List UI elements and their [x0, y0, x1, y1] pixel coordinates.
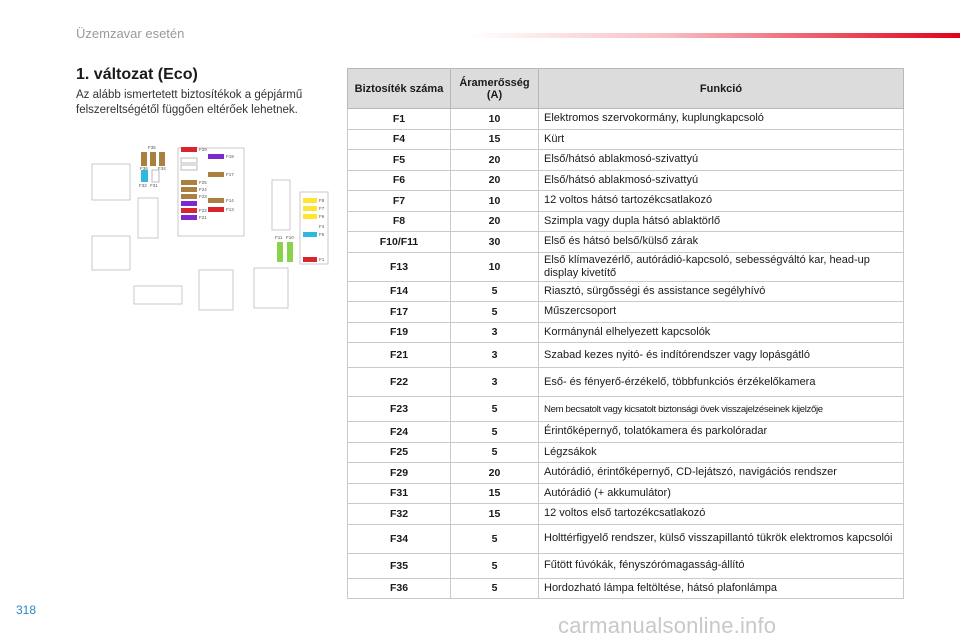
fuse-amperage: 5	[451, 397, 539, 422]
table-row	[348, 578, 904, 599]
fuse-id: F25	[348, 442, 451, 463]
fuse-function: Első és hátsó belső/külső zárak	[539, 232, 904, 253]
diagram-label: F25	[199, 180, 207, 185]
diagram-label: F22	[199, 208, 207, 213]
watermark: carmanualsonline.info	[558, 613, 777, 638]
fuse-id: F10/F11	[348, 232, 451, 253]
diagram-label: F6	[319, 214, 325, 219]
diagram-label: F21	[199, 215, 207, 220]
fuse-id: F35	[348, 553, 451, 578]
fuse-amperage: 15	[451, 504, 539, 525]
fuse-id: F6	[348, 170, 451, 191]
fuse-id: F32	[348, 504, 451, 525]
diagram-label: F19	[226, 154, 234, 159]
header-accent-bar	[470, 33, 960, 38]
fuse-function: Műszercsoport	[539, 302, 904, 323]
fuse-function: Hordozható lámpa feltöltése, hátsó plafonlámpa	[539, 578, 904, 599]
fuse-function: Első klímavezérlő, autórádió-kapcsoló, sebességváltó kar, head-up display kivetítő	[539, 252, 904, 281]
fuse-id: F17	[348, 302, 451, 323]
fuse-table	[347, 68, 904, 599]
fuse-amperage: 5	[451, 302, 539, 323]
fuse-id: F24	[348, 422, 451, 443]
fuse-amperage: 5	[451, 578, 539, 599]
diagram-label: F8	[319, 198, 325, 203]
fuse-id: F14	[348, 281, 451, 302]
diagram-label: F29	[199, 147, 207, 152]
column-header-number: Biztosíték száma	[348, 69, 451, 109]
fuse-id: F22	[348, 368, 451, 397]
table-header-row	[348, 69, 904, 109]
table-row	[348, 281, 904, 302]
fuse-amperage: 3	[451, 368, 539, 397]
diagram-label: F7	[319, 206, 325, 211]
fuse-amperage: 5	[451, 422, 539, 443]
fuse-id: F13	[348, 252, 451, 281]
fuse-amperage: 20	[451, 463, 539, 484]
table-row	[348, 368, 904, 397]
section-title: 1. változat (Eco)	[76, 66, 198, 83]
table-row	[348, 150, 904, 171]
table-row	[348, 553, 904, 578]
diagram-label: F23	[199, 194, 207, 199]
diagram-label: F10	[286, 235, 294, 240]
diagram-label: F14	[226, 198, 234, 203]
fuse-amperage: 20	[451, 211, 539, 232]
fuse-function: Szimpla vagy dupla hátsó ablaktörlő	[539, 211, 904, 232]
fuse-id: F36	[348, 578, 451, 599]
fuse-id: F4	[348, 129, 451, 150]
fuse-function: Érintőképernyő, tolatókamera és parkolóradar	[539, 422, 904, 443]
fuse-amperage: 20	[451, 170, 539, 191]
fuse-function: Autórádió (+ akkumulátor)	[539, 483, 904, 504]
table-row	[348, 343, 904, 368]
table-row	[348, 252, 904, 281]
fuse-id: F31	[348, 483, 451, 504]
table-row	[348, 322, 904, 343]
table-row	[348, 109, 904, 130]
fuse-id: F19	[348, 322, 451, 343]
fuse-amperage: 5	[451, 524, 539, 553]
table-row	[348, 442, 904, 463]
fuse-id: F23	[348, 397, 451, 422]
fuse-amperage: 10	[451, 252, 539, 281]
table-row	[348, 211, 904, 232]
fuse-id: F8	[348, 211, 451, 232]
diagram-label: F1	[319, 257, 325, 262]
fuse-id: F7	[348, 191, 451, 212]
fuse-amperage: 10	[451, 109, 539, 130]
fuse-id: F34	[348, 524, 451, 553]
fuse-function: 12 voltos hátsó tartozékcsatlakozó	[539, 191, 904, 212]
fuse-amperage: 15	[451, 483, 539, 504]
fuse-amperage: 15	[451, 129, 539, 150]
table-row	[348, 302, 904, 323]
diagram-label: F5	[319, 232, 325, 237]
diagram-label: F35	[148, 145, 156, 150]
table-row	[348, 422, 904, 443]
diagram-label: F17	[226, 172, 234, 177]
fuse-function: Holttérfigyelő rendszer, külső visszapillantó tükrök elektromos kapcsolói	[539, 524, 904, 553]
table-row	[348, 129, 904, 150]
fuse-function: Szabad kezes nyitó- és indítórendszer vagy lopásgátló	[539, 343, 904, 368]
table-row	[348, 232, 904, 253]
column-header-function: Funkció	[539, 69, 904, 109]
fuse-id: F5	[348, 150, 451, 171]
chapter-title: Üzemzavar esetén	[76, 26, 185, 41]
fuse-amperage: 10	[451, 191, 539, 212]
fuse-function: Légzsákok	[539, 442, 904, 463]
fuse-function: Nem becsatolt vagy kicsatolt biztonsági övek visszajelzéseinek kijelzője	[539, 397, 904, 422]
fuse-id: F29	[348, 463, 451, 484]
diagram-label: F4	[319, 224, 325, 229]
diagram-label: F32	[139, 183, 147, 188]
fuse-function: Riasztó, sürgősségi és assistance segélyhívó	[539, 281, 904, 302]
fuse-amperage: 5	[451, 281, 539, 302]
table-row	[348, 483, 904, 504]
intro-text: Az alább ismertetett biztosítékok a gépjármű felszereltségétől függően eltérőek lehetnek.	[76, 89, 303, 116]
fuse-function: 12 voltos első tartozékcsatlakozó	[539, 504, 904, 525]
fuse-function: Elektromos szervokormány, kuplungkapcsoló	[539, 109, 904, 130]
fuse-amperage: 5	[451, 442, 539, 463]
fuse-function: Kormánynál elhelyezett kapcsolók	[539, 322, 904, 343]
fuse-function: Kürt	[539, 129, 904, 150]
table-row	[348, 397, 904, 422]
table-row	[348, 191, 904, 212]
table-row	[348, 524, 904, 553]
fuse-function: Fűtött fúvókák, fényszórómagasság-állító	[539, 553, 904, 578]
column-header-current: Áramerősség (A)	[451, 69, 539, 109]
fuse-id: F21	[348, 343, 451, 368]
fuse-function: Eső- és fényerő-érzékelő, többfunkciós érzékelőkamera	[539, 368, 904, 397]
fuse-amperage: 30	[451, 232, 539, 253]
fuse-amperage: 5	[451, 553, 539, 578]
fuse-amperage: 3	[451, 343, 539, 368]
diagram-label: F13	[226, 207, 234, 212]
fuse-function: Autórádió, érintőképernyő, CD-lejátszó, navigációs rendszer	[539, 463, 904, 484]
fuse-amperage: 20	[451, 150, 539, 171]
diagram-label: F24	[199, 187, 207, 192]
fuse-function: Első/hátsó ablakmosó-szivattyú	[539, 170, 904, 191]
fuse-function: Első/hátsó ablakmosó-szivattyú	[539, 150, 904, 171]
diagram-label: F11	[275, 235, 283, 240]
fuse-amperage: 3	[451, 322, 539, 343]
table-row	[348, 170, 904, 191]
table-row	[348, 504, 904, 525]
page-number: 318	[16, 603, 37, 617]
diagram-label: F36	[140, 166, 148, 171]
table-row	[348, 463, 904, 484]
diagram-label: F31	[150, 183, 158, 188]
diagram-label: F34	[158, 166, 166, 171]
fuse-box-diagram	[86, 140, 336, 320]
fuse-id: F1	[348, 109, 451, 130]
